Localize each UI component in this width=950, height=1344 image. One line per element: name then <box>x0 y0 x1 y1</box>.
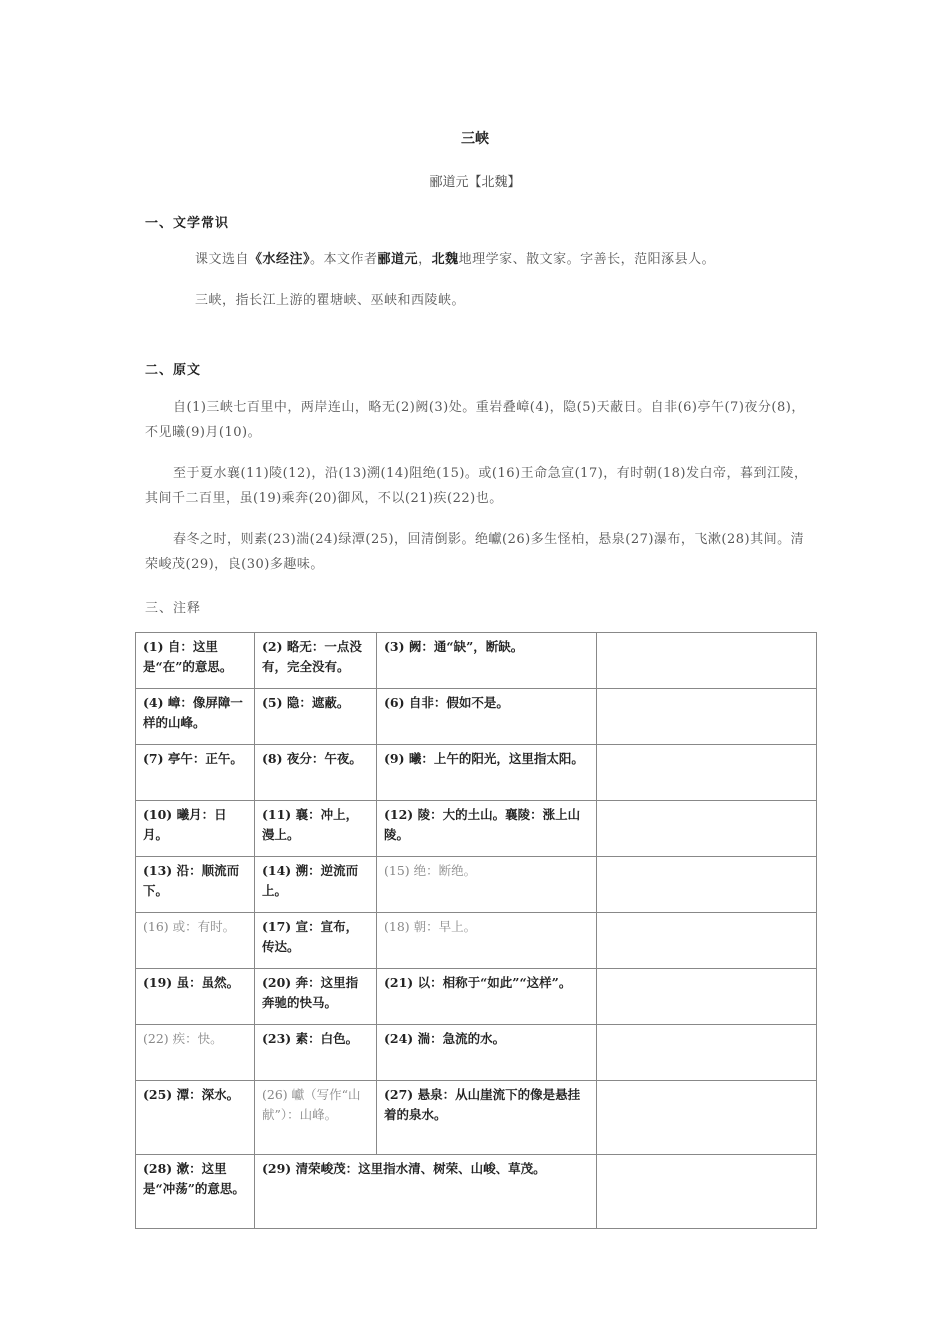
text: 。本文作者 <box>310 252 378 267</box>
table-cell: (8) 夜分：午夜。 <box>255 745 377 801</box>
table-cell <box>597 801 817 857</box>
table-cell: (25) 潭：深水。 <box>136 1081 255 1155</box>
table-row <box>136 801 817 857</box>
table-cell <box>597 689 817 745</box>
text: ， <box>418 252 432 267</box>
dynasty-name: 北魏 <box>431 252 459 267</box>
table-row <box>136 857 817 913</box>
notes-table <box>135 632 817 1229</box>
author-line: 郦道元【北魏】 <box>429 175 521 190</box>
table-row <box>136 1025 817 1081</box>
original-paragraph-2: 至于夏水襄(11)陵(12)，沿(13)溯(14)阻绝(15)。或(16)王命急宣(17)，有时朝(18)发白帝，暮到江陵，其间千二百里，虽(19)乘奔(20)御风，不以(21)疾(22)也。 <box>145 466 808 506</box>
literature-paragraph-1 <box>195 247 815 272</box>
author-name: 郦道元 <box>377 252 419 267</box>
table-cell: (14) 溯：逆流而上。 <box>255 857 377 913</box>
table-cell: (28) 漱：这里是“冲荡”的意思。 <box>136 1155 255 1229</box>
table-cell <box>597 745 817 801</box>
table-cell: (10) 曦月：日月。 <box>136 801 255 857</box>
section-heading-notes: 三、注释 <box>145 601 202 616</box>
table-cell: (4) 嶂：像屏障一样的山峰。 <box>136 689 255 745</box>
original-paragraph-1: 自(1)三峡七百里中，两岸连山，略无(2)阙(3)处。重岩叠嶂(4)，隐(5)天蔽日。自非(6)亭午(7)夜分(8)，不见曦(9)月(10)。 <box>145 400 805 440</box>
table-cell <box>597 1155 817 1229</box>
table-cell: (17) 宣：宣布，传达。 <box>255 913 377 969</box>
book-title: 《水经注》 <box>249 252 311 267</box>
section-heading-literature: 一、文学常识 <box>145 216 230 231</box>
table-cell: (15) 绝：断绝。 <box>377 857 597 913</box>
text: 地理学家、散文家。字善长，范阳涿县人。 <box>458 252 716 267</box>
table-row <box>136 745 817 801</box>
table-cell: (26) 巘（写作“山献”）：山峰。 <box>255 1081 377 1155</box>
table-cell <box>597 913 817 969</box>
table-cell: (19) 虽：虽然。 <box>136 969 255 1025</box>
table-cell: (11) 襄：冲上，漫上。 <box>255 801 377 857</box>
page-title: 三峡 <box>461 131 489 147</box>
text: 课文选自 <box>195 252 250 267</box>
table-cell: (6) 自非：假如不是。 <box>377 689 597 745</box>
table-cell: (20) 奔：这里指奔驰的快马。 <box>255 969 377 1025</box>
table-cell: (1) 自：这里是“在”的意思。 <box>136 633 255 689</box>
table-row <box>136 689 817 745</box>
table-cell: (12) 陵：大的土山。襄陵：涨上山陵。 <box>377 801 597 857</box>
table-cell: (24) 湍：急流的水。 <box>377 1025 597 1081</box>
section-heading-original-text: 二、原文 <box>145 363 202 378</box>
table-cell: (7) 亭午：正午。 <box>136 745 255 801</box>
table-cell: (13) 沿：顺流而下。 <box>136 857 255 913</box>
table-cell <box>597 1025 817 1081</box>
table-cell <box>597 1081 817 1155</box>
table-cell: (18) 朝：早上。 <box>377 913 597 969</box>
table-cell: (16) 或：有时。 <box>136 913 255 969</box>
table-cell: (27) 悬泉：从山崖流下的像是悬挂着的泉水。 <box>377 1081 597 1155</box>
table-cell <box>597 969 817 1025</box>
table-cell: (2) 略无：一点没有，完全没有。 <box>255 633 377 689</box>
table-row <box>136 1155 817 1229</box>
literature-paragraph-2: 三峡，指长江上游的瞿塘峡、巫峡和西陵峡。 <box>195 293 466 308</box>
table-row <box>136 969 817 1025</box>
table-cell: (3) 阙：通“缺”，断缺。 <box>377 633 597 689</box>
table-cell: (21) 以：相称于“如此”“这样”。 <box>377 969 597 1025</box>
table-cell <box>597 633 817 689</box>
table-cell: (5) 隐：遮蔽。 <box>255 689 377 745</box>
table-row <box>136 913 817 969</box>
table-row <box>136 633 817 689</box>
table-cell <box>597 857 817 913</box>
table-cell: (23) 素：白色。 <box>255 1025 377 1081</box>
table-cell: (22) 疾：快。 <box>136 1025 255 1081</box>
table-row <box>136 1081 817 1155</box>
original-paragraph-3: 春冬之时，则素(23)湍(24)绿潭(25)，回清倒影。绝巘(26)多生怪柏，悬泉(27)瀑布，飞漱(28)其间。清荣峻茂(29)，良(30)多趣味。 <box>145 532 805 572</box>
table-cell: (9) 曦：上午的阳光，这里指太阳。 <box>377 745 597 801</box>
table-cell: (29) 清荣峻茂：这里指水清、树荣、山峻、草茂。 <box>255 1155 597 1229</box>
